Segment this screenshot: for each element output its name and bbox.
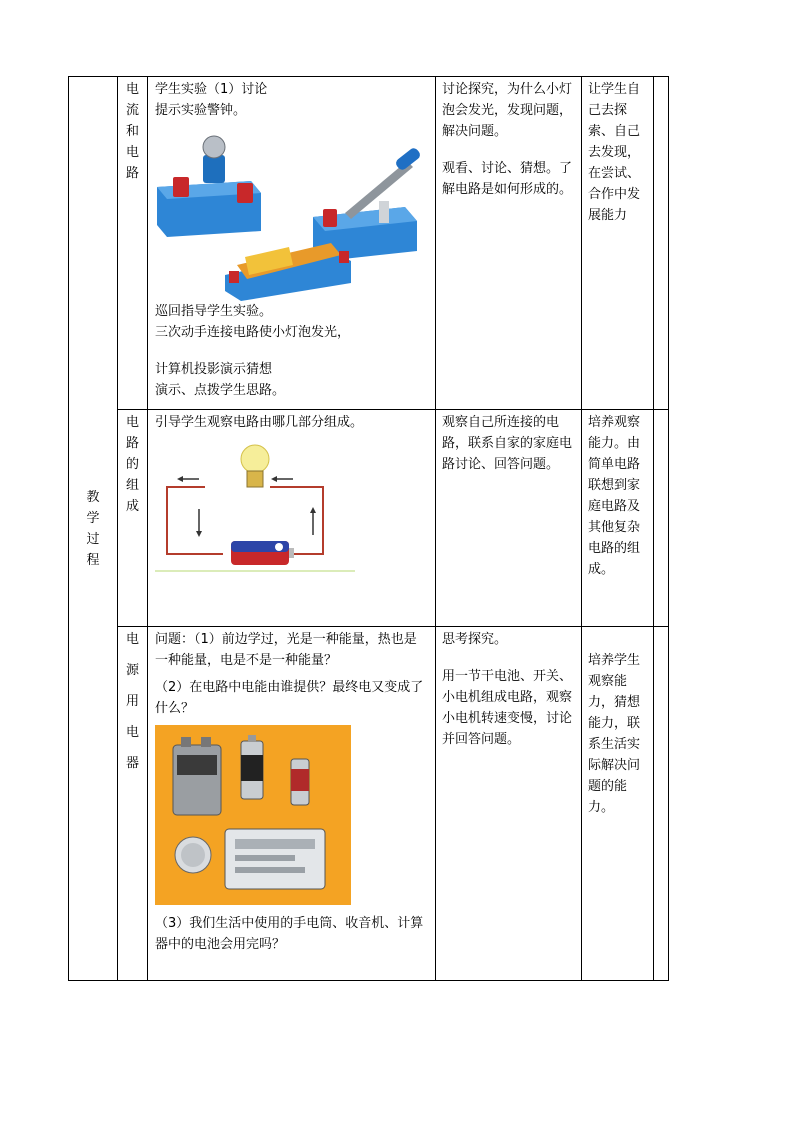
apparatus-image [155,125,429,301]
simple-circuit-illustration [155,439,355,579]
row-circuit-components [69,410,669,627]
lesson-plan-table [68,76,669,981]
design-intent: 培养观察能力。由简单电路联想到家庭电路及其他复杂电路的组成。 [582,410,654,627]
student-activity: 观察自己所连接的电路，联系自家的家庭电路讨论、回答问题。 [436,410,582,627]
teacher-activity: 学生实验（1）讨论 提示实验警钟。 巡回指导学生实验。 三次动手连接电路使小灯泡发光， 计算机投影演示猜想 演示、点拨学生思路。 [148,77,436,410]
small-cylinder-battery-icon [291,759,309,805]
battery-holder-icon [225,243,351,301]
cylinder-battery-icon [241,735,263,799]
empty-cell [654,410,669,627]
section-label: 电 源 用 电 器 [118,627,148,981]
apparatus-illustration [155,125,429,301]
row-current-and-circuit [69,77,669,410]
student-activity: 思考探究。 用一节干电池、开关、小电机组成电路，观察小电机转速变慢，讨论并回答问题。 [436,627,582,981]
student-activity: 讨论探究，为什么小灯泡会发光，发现问题，解决问题。 观看、讨论、猜想。了解电路是如何形成的。 [436,77,582,410]
row-power-source-appliances [69,627,669,981]
batteries-photo [155,725,429,905]
design-intent: 让学生自己去探索、自己去发现，在尝试、合作中发展能力 [582,77,654,410]
design-intent: 培养学生观察能力，猜想能力，联系生活实际解决问题的能力。 [582,627,654,981]
teacher-activity: 问题：（1）前边学过，光是一种能量，热也是一种能量，电是不是一种能量？ （2）在电路中电能由谁提供？最终电又变成了什么？ （3）我们生活中使用的手电筒、收音机、计算器中的电池会用完吗？ [148,627,436,981]
circuit-image [155,439,429,579]
button-cell-icon [175,837,211,873]
section-label: 电 流 和 电 路 [118,77,148,410]
batteries-illustration [155,725,351,905]
empty-cell [654,627,669,981]
empty-cell [654,77,669,410]
square-battery-icon [173,737,221,815]
flat-battery-pack-icon [225,829,325,889]
stage-cell: 教 学 过 程 [69,77,118,981]
teacher-activity: 引导学生观察电路由哪几部分组成。 [148,410,436,627]
bulb-holder-icon [157,136,261,237]
section-label: 电 路 的 组 成 [118,410,148,627]
